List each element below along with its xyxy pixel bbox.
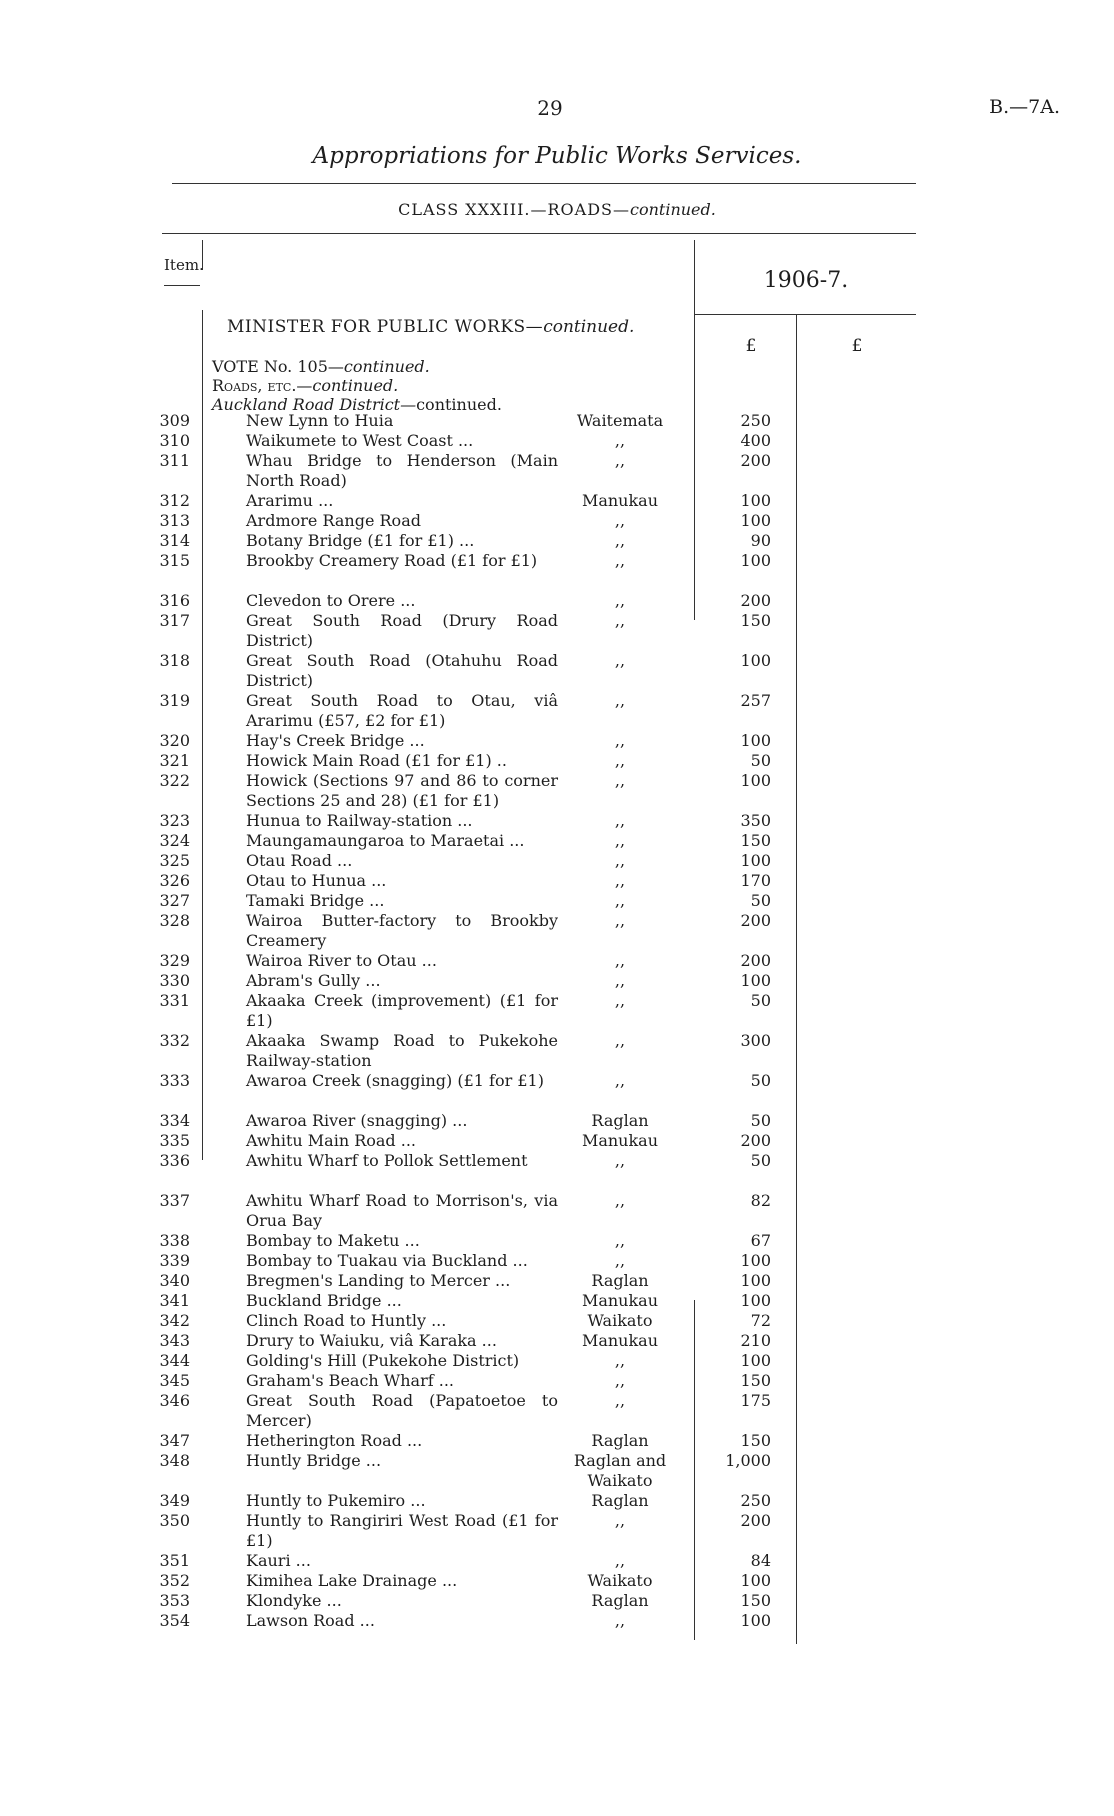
- amount-value: 100: [740, 851, 771, 870]
- amount-value: 50: [750, 1111, 771, 1130]
- road-description: New Lynn to Huia: [246, 411, 394, 430]
- amount-value: 100: [740, 731, 771, 750]
- page-title: Appropriations for Public Works Services.: [312, 143, 802, 169]
- road-description: Hunua to Railway-station ...: [246, 811, 473, 830]
- table-row: [0, 1271, 1114, 1291]
- item-number: 313: [159, 511, 190, 530]
- class-label: CLASS XXXIII.—ROADS—: [398, 200, 630, 219]
- item-number: 339: [159, 1251, 190, 1270]
- electoral-district: ,,: [614, 991, 626, 1010]
- item-number: 350: [159, 1511, 190, 1530]
- electoral-district: ,,: [614, 811, 626, 830]
- road-description: Wairoa Butter-factory to Brookby Creamery: [246, 911, 558, 950]
- table-row: [0, 1131, 1114, 1151]
- amount-value: 200: [740, 1131, 771, 1150]
- table-row: [0, 991, 1114, 1031]
- road-description: Ararimu ...: [246, 491, 334, 510]
- table-row: [0, 431, 1114, 451]
- electoral-district: ,,: [614, 1191, 626, 1210]
- road-description: Great South Road (Otahuhu Road District): [246, 651, 558, 690]
- electoral-district: Waikato: [587, 1311, 653, 1330]
- item-number: 340: [159, 1271, 190, 1290]
- amount-value: 82: [750, 1191, 771, 1210]
- road-description: Hay's Creek Bridge ...: [246, 731, 425, 750]
- amount-value: 100: [740, 1271, 771, 1290]
- road-description: Kimihea Lake Drainage ...: [246, 1571, 458, 1590]
- page-number: 29: [537, 96, 563, 120]
- item-number: 317: [159, 611, 190, 630]
- item-number: 315: [159, 551, 190, 570]
- item-number: 318: [159, 651, 190, 670]
- electoral-district: Manukau: [581, 1331, 659, 1350]
- amount-value: 200: [740, 951, 771, 970]
- electoral-district: Manukau: [581, 1131, 659, 1150]
- table-row: [0, 531, 1114, 551]
- amount-value: 67: [750, 1231, 771, 1250]
- road-description: Kauri ...: [246, 1551, 311, 1570]
- electoral-district: ,,: [614, 851, 626, 870]
- roads-heading: [212, 376, 398, 395]
- electoral-district: Waikato: [587, 1571, 653, 1590]
- table-row: [0, 1231, 1114, 1251]
- electoral-district: Waitemata: [576, 411, 664, 430]
- table-row: [0, 1251, 1114, 1271]
- amount-value: 200: [740, 451, 771, 470]
- item-number: 323: [159, 811, 190, 830]
- table-row: [0, 971, 1114, 991]
- table-row: [0, 1591, 1114, 1611]
- item-number: 349: [159, 1491, 190, 1510]
- amount-value: 257: [740, 691, 771, 710]
- amount-value: 50: [750, 751, 771, 770]
- table-row: [0, 1511, 1114, 1551]
- item-number: 334: [159, 1111, 190, 1130]
- electoral-district: ,,: [614, 831, 626, 850]
- road-description: Akaaka Swamp Road to Pukekohe Railway-station: [246, 1031, 558, 1070]
- item-number: 343: [159, 1331, 190, 1350]
- table-row: [0, 1291, 1114, 1311]
- electoral-district: ,,: [614, 1351, 626, 1370]
- item-number: 336: [159, 1151, 190, 1170]
- electoral-district: ,,: [614, 1231, 626, 1250]
- road-description: Bombay to Tuakau via Buckland ...: [246, 1251, 528, 1270]
- electoral-district: ,,: [614, 651, 626, 670]
- table-row: [0, 811, 1114, 831]
- table-row: [0, 831, 1114, 851]
- table-row: [0, 891, 1114, 911]
- electoral-district: ,,: [614, 1371, 626, 1390]
- appropriations-table: [0, 411, 1114, 1631]
- road-description: Great South Road (Drury Road District): [246, 611, 558, 650]
- road-description: Lawson Road ...: [246, 1611, 375, 1630]
- item-number: 314: [159, 531, 190, 550]
- electoral-district: Raglan and Waikato: [573, 1451, 667, 1490]
- electoral-district: ,,: [614, 1551, 626, 1570]
- amount-value: 170: [740, 871, 771, 890]
- amount-value: 100: [740, 1251, 771, 1270]
- table-row: [0, 491, 1114, 511]
- road-description: Awaroa River (snagging) ...: [246, 1111, 468, 1130]
- amount-value: 100: [740, 511, 771, 530]
- table-row: [0, 1331, 1114, 1351]
- electoral-district: Manukau: [581, 491, 659, 510]
- item-number: 322: [159, 771, 190, 790]
- road-description: Drury to Waiuku, viâ Karaka ...: [246, 1331, 497, 1350]
- amount-value: 1,000: [725, 1451, 771, 1470]
- item-column-header: Item.: [164, 256, 204, 274]
- road-description: Otau Road ...: [246, 851, 353, 870]
- amount-value: 100: [740, 1571, 771, 1590]
- item-number: 337: [159, 1191, 190, 1210]
- road-description: Bregmen's Landing to Mercer ...: [246, 1271, 511, 1290]
- item-number: 309: [159, 411, 190, 430]
- item-number: 326: [159, 871, 190, 890]
- amount-value: 200: [740, 911, 771, 930]
- road-description: Waikumete to West Coast ...: [246, 431, 474, 450]
- vote-suffix: continued.: [343, 357, 430, 376]
- item-number: 331: [159, 991, 190, 1010]
- title-rule: [172, 183, 916, 184]
- amount-value: 72: [750, 1311, 771, 1330]
- road-description: Golding's Hill (Pukekohe District): [246, 1351, 520, 1370]
- electoral-district: ,,: [614, 751, 626, 770]
- table-row: [0, 591, 1114, 611]
- ministry-label: MINISTER FOR PUBLIC WORKS—: [227, 317, 544, 337]
- table-row: [0, 1111, 1114, 1131]
- item-number: 312: [159, 491, 190, 510]
- amount-value: 210: [740, 1331, 771, 1350]
- item-number: 345: [159, 1371, 190, 1390]
- electoral-district: ,,: [614, 1611, 626, 1630]
- road-description: Huntly to Rangiriri West Road (£1 for £1): [246, 1511, 558, 1550]
- electoral-district: ,,: [614, 1071, 626, 1090]
- item-number: 346: [159, 1391, 190, 1410]
- table-row: [0, 511, 1114, 531]
- amount-value: 50: [750, 991, 771, 1010]
- table-row: [0, 1311, 1114, 1331]
- road-description: Bombay to Maketu ...: [246, 1231, 420, 1250]
- amount-value: 200: [740, 591, 771, 610]
- item-number: 321: [159, 751, 190, 770]
- table-row: [0, 871, 1114, 891]
- item-number: 324: [159, 831, 190, 850]
- vote-label: VOTE No. 105—: [212, 357, 344, 376]
- table-row: [0, 1491, 1114, 1511]
- table-row: [0, 1151, 1114, 1191]
- road-description: Graham's Beach Wharf ...: [246, 1371, 454, 1390]
- amount-value: 100: [740, 491, 771, 510]
- road-description: Ardmore Range Road: [246, 511, 421, 530]
- table-row: [0, 1391, 1114, 1431]
- table-row: [0, 731, 1114, 751]
- year-header-rule: [694, 314, 916, 315]
- item-number: 338: [159, 1231, 190, 1250]
- item-number: 341: [159, 1291, 190, 1310]
- year-header: 1906-7.: [763, 268, 849, 293]
- item-number: 316: [159, 591, 190, 610]
- table-row: [0, 1431, 1114, 1451]
- item-number: 320: [159, 731, 190, 750]
- road-description: Huntly to Pukemiro ...: [246, 1491, 426, 1510]
- table-row: [0, 951, 1114, 971]
- item-number: 348: [159, 1451, 190, 1470]
- electoral-district: ,,: [614, 451, 626, 470]
- electoral-district: Raglan: [591, 1491, 649, 1510]
- electoral-district: ,,: [614, 611, 626, 630]
- road-description: Awaroa Creek (snagging) (£1 for £1): [246, 1071, 544, 1090]
- item-number: 330: [159, 971, 190, 990]
- table-row: [0, 551, 1114, 591]
- road-description: Howick (Sections 97 and 86 to corner Sections 25 and 28) (£1 for £1): [246, 771, 558, 810]
- item-number: 332: [159, 1031, 190, 1050]
- item-number: 347: [159, 1431, 190, 1450]
- table-row: [0, 911, 1114, 951]
- road-description: Whau Bridge to Henderson (Main North Road): [246, 451, 558, 490]
- item-number: 319: [159, 691, 190, 710]
- road-description: Klondyke ...: [246, 1591, 342, 1610]
- amount-value: 150: [740, 611, 771, 630]
- table-row: [0, 751, 1114, 771]
- district-suffix: continued.: [416, 395, 502, 414]
- amount-value: 100: [740, 1611, 771, 1630]
- amount-value: 400: [740, 431, 771, 450]
- amount-value: 250: [740, 1491, 771, 1510]
- electoral-district: ,,: [614, 511, 626, 530]
- road-description: Great South Road (Papatoetoe to Mercer): [246, 1391, 558, 1430]
- road-description: Howick Main Road (£1 for £1) ..: [246, 751, 507, 770]
- amount-value: 100: [740, 1351, 771, 1370]
- item-number: 328: [159, 911, 190, 930]
- road-description: Awhitu Wharf to Pollok Settlement: [246, 1151, 528, 1170]
- amount-value: 50: [750, 1151, 771, 1170]
- amount-value: 200: [740, 1511, 771, 1530]
- class-title: [0, 200, 1114, 219]
- vote-heading: [212, 357, 430, 376]
- electoral-district: ,,: [614, 871, 626, 890]
- electoral-district: ,,: [614, 551, 626, 570]
- road-description: Akaaka Creek (improvement) (£1 for £1): [246, 991, 558, 1030]
- electoral-district: Raglan: [591, 1111, 649, 1130]
- table-row: [0, 1551, 1114, 1571]
- road-description: Maungamaungaroa to Maraetai ...: [246, 831, 525, 850]
- amount-value: 100: [740, 651, 771, 670]
- road-description: Abram's Gully ...: [246, 971, 381, 990]
- road-description: Otau to Hunua ...: [246, 871, 387, 890]
- amount-value: 100: [740, 971, 771, 990]
- table-row: [0, 1611, 1114, 1631]
- electoral-district: ,,: [614, 1251, 626, 1270]
- electoral-district: Raglan: [591, 1431, 649, 1450]
- district-label: Auckland Road District—: [212, 395, 417, 414]
- road-description: Wairoa River to Otau ...: [246, 951, 437, 970]
- item-number: 327: [159, 891, 190, 910]
- electoral-district: ,,: [614, 1151, 626, 1170]
- item-number: 325: [159, 851, 190, 870]
- amount-value: 100: [740, 1291, 771, 1310]
- table-row: [0, 1031, 1114, 1071]
- amount-value: 300: [740, 1031, 771, 1050]
- electoral-district: Manukau: [581, 1291, 659, 1310]
- electoral-district: Raglan: [591, 1271, 649, 1290]
- electoral-district: ,,: [614, 691, 626, 710]
- amount-value: 150: [740, 1431, 771, 1450]
- road-description: Great South Road to Otau, viâ Ararimu (£57, £2 for £1): [246, 691, 558, 730]
- electoral-district: ,,: [614, 911, 626, 930]
- amount-value: 350: [740, 811, 771, 830]
- table-row: [0, 451, 1114, 491]
- table-row: [0, 851, 1114, 871]
- document-reference: B.—7A.: [989, 96, 1060, 118]
- table-row: [0, 691, 1114, 731]
- amount-value: 175: [740, 1391, 771, 1410]
- amount-value: 150: [740, 1371, 771, 1390]
- item-number: 354: [159, 1611, 190, 1630]
- road-description: Brookby Creamery Road (£1 for £1): [246, 551, 538, 570]
- table-row: [0, 1451, 1114, 1491]
- item-number: 342: [159, 1311, 190, 1330]
- table-top-rule: [162, 233, 916, 234]
- electoral-district: ,,: [614, 1031, 626, 1050]
- electoral-district: ,,: [614, 531, 626, 550]
- road-description: Tamaki Bridge ...: [246, 891, 385, 910]
- roads-label: Roads, etc.—: [212, 376, 313, 395]
- table-row: [0, 1371, 1114, 1391]
- class-suffix: continued.: [630, 200, 716, 219]
- currency-symbol-2: £: [851, 336, 863, 356]
- table-row: [0, 651, 1114, 691]
- electoral-district: Raglan: [591, 1591, 649, 1610]
- amount-value: 50: [750, 1071, 771, 1090]
- road-description: Huntly Bridge ...: [246, 1451, 382, 1470]
- item-number: 329: [159, 951, 190, 970]
- electoral-district: ,,: [614, 771, 626, 790]
- item-number: 353: [159, 1591, 190, 1610]
- amount-value: 100: [740, 771, 771, 790]
- amount-value: 90: [750, 531, 771, 550]
- electoral-district: ,,: [614, 431, 626, 450]
- amount-value: 150: [740, 1591, 771, 1610]
- table-row: [0, 611, 1114, 651]
- roads-suffix: continued.: [312, 376, 399, 395]
- table-row: [0, 1071, 1114, 1111]
- item-number: 310: [159, 431, 190, 450]
- electoral-district: ,,: [614, 951, 626, 970]
- road-description: Awhitu Main Road ...: [246, 1131, 417, 1150]
- amount-value: 84: [750, 1551, 771, 1570]
- item-number: 351: [159, 1551, 190, 1570]
- table-row: [0, 1191, 1114, 1231]
- road-description: Hetherington Road ...: [246, 1431, 423, 1450]
- item-number: 352: [159, 1571, 190, 1590]
- electoral-district: ,,: [614, 591, 626, 610]
- road-description: Clinch Road to Huntly ...: [246, 1311, 447, 1330]
- road-description: Clevedon to Orere ...: [246, 591, 416, 610]
- item-number: 333: [159, 1071, 190, 1090]
- electoral-district: ,,: [614, 971, 626, 990]
- amount-value: 50: [750, 891, 771, 910]
- table-row: [0, 771, 1114, 811]
- item-number: 335: [159, 1131, 190, 1150]
- amount-value: 100: [740, 551, 771, 570]
- item-number: 344: [159, 1351, 190, 1370]
- electoral-district: ,,: [614, 731, 626, 750]
- electoral-district: ,,: [614, 1391, 626, 1410]
- ministry-suffix: continued.: [543, 317, 635, 337]
- item-header-underline: [164, 285, 200, 286]
- amount-value: 250: [740, 411, 771, 430]
- item-number: 311: [159, 451, 190, 470]
- electoral-district: ,,: [614, 891, 626, 910]
- road-description: Awhitu Wharf Road to Morrison's, via Orua Bay: [246, 1191, 558, 1230]
- road-description: Buckland Bridge ...: [246, 1291, 402, 1310]
- table-row: [0, 1351, 1114, 1371]
- table-row: [0, 411, 1114, 431]
- electoral-district: ,,: [614, 1511, 626, 1530]
- currency-symbol-1: £: [745, 336, 757, 356]
- road-description: Botany Bridge (£1 for £1) ...: [246, 531, 475, 550]
- amount-value: 150: [740, 831, 771, 850]
- table-row: [0, 1571, 1114, 1591]
- ministry-heading: [227, 317, 634, 337]
